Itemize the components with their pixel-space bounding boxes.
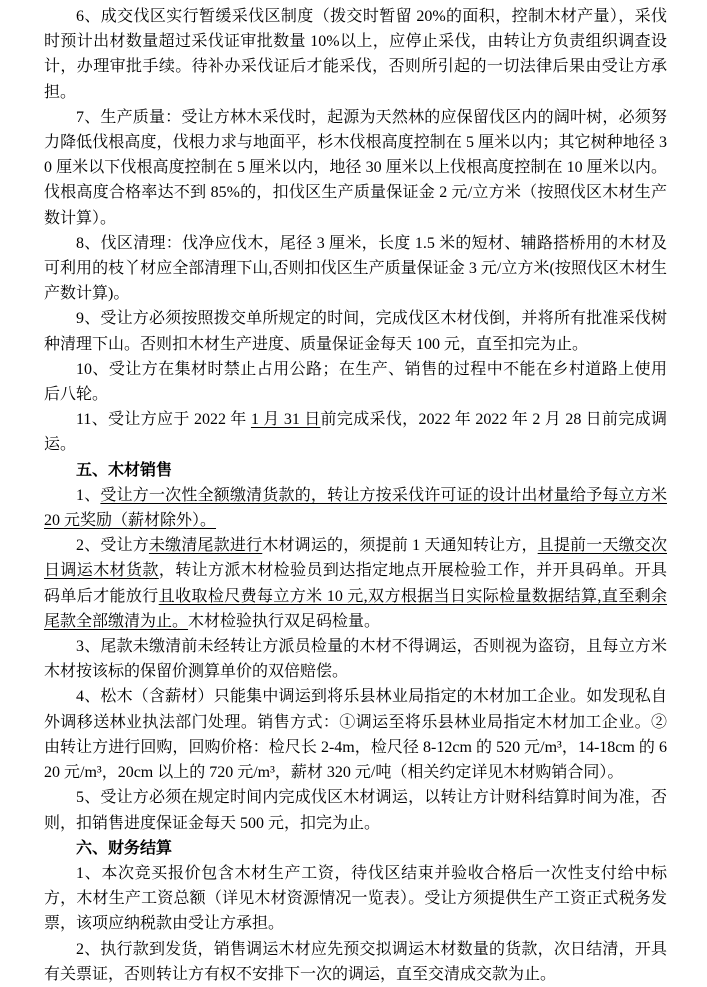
underlined-text-run: 1 月 31 日 — [250, 411, 321, 429]
text-run: 前完成采伐，2022 年 2022 年 2 月 28 日前完成调运。 — [44, 411, 667, 454]
text-run: 1、本次竞买报价包含木材生产工资，待伐区结束并验收合格后一次性支付给中标方，木材生产工资总额（详见木材资源情况一览表）。受让方须提供生产工资正式税务发票，该项应纳税款由受让方承担。 — [44, 864, 667, 933]
text-run: ，转让方派木材检验员到达指定地点开展检验工作，并开具码单。开具码单后才能放行 — [44, 562, 667, 605]
text-run: 五、木材销售 — [76, 461, 173, 479]
underlined-text-run: 且提前一天缴交次日调运木材货款 — [44, 537, 667, 580]
paragraph — [44, 4, 667, 105]
text-run: 8、伐区清理：伐净应伐木，尾径 3 厘米，长度 1.5 米的短材、辅路搭桥用的木材及可利用的枝丫材应全部清理下山,否则扣伐区生产质量保证金 3 元/立方米(按照伐区木材生产数计算)。 — [44, 234, 667, 303]
text-run: 木材检验执行双足码检量。 — [188, 612, 381, 630]
paragraph — [44, 105, 667, 231]
text-run: 7、生产质量：受让方林木采伐时，起源为天然林的应保留伐区内的阔叶树，必须努力降低伐根高度，伐根力求与地面平，杉木伐根高度控制在 5 厘米以内；其它树种地径 30 厘米以下伐根高度控制在 5 厘米以内，地径 30 厘米以上伐根高度控制在 10 厘米以内。伐根高度合格率达不到 85%的，扣伐区生产质量保证金 2 元/立方米（按照伐区木材生产数计算）。 — [44, 108, 667, 227]
paragraph — [44, 937, 667, 987]
text-run: 木材调运的，须提前 1 天通知转让方， — [262, 537, 538, 555]
paragraph — [44, 634, 667, 684]
document-body — [44, 4, 667, 987]
text-run: 2、受让方 — [76, 537, 149, 555]
text-run: 4、松木（含薪材）只能集中调运到将乐县林业局指定的木材加工企业。如发现私自外调移送林业执法部门处理。销售方式：①调运至将乐县林业局指定木材加工企业。②由转让方进行回购，回购价格：检尺长 2-4m，检尺径 8-12cm 的 520 元/m³，14-18cm 的 620 元/m³，20cm 以上的 720 元/m³，薪材 320 元/吨（相关约定详见木材购销合同）。 — [44, 688, 667, 782]
paragraph — [44, 483, 667, 533]
paragraph — [44, 533, 667, 634]
paragraph — [44, 684, 667, 785]
text-run: 2、执行款到发货，销售调运木材应先预交拟调运木材数量的货款，次日结清，开具有关票证，否则转让方有权不安排下一次的调运，直至交清成交款为止。 — [44, 940, 667, 983]
text-run: 10、受让方在集材时禁止占用公路；在生产、销售的过程中不能在乡村道路上使用后八轮。 — [44, 360, 667, 404]
text-run: 3、尾款未缴清前未经转让方派员检量的木材不得调运，否则视为盗窃，且每立方米木材按该标的保留价测算单价的双倍赔偿。 — [44, 638, 667, 681]
paragraph — [44, 357, 667, 407]
paragraph — [44, 306, 667, 356]
text-run: 9、受让方必须按照拨交单所规定的时间，完成伐区木材伐倒，并将所有批准采伐树种清理下山。否则扣木材生产进度、质量保证金每天 100 元，直至扣完为止。 — [44, 310, 667, 353]
text-run: 11、受让方应于 2022 年 — [76, 411, 251, 429]
text-run: 5、受让方必须在规定时间内完成伐区木材调运，以转让方计财科结算时间为准，否则，扣销售进度保证金每天 500 元，扣完为止。 — [44, 789, 667, 832]
paragraph — [44, 231, 667, 307]
underlined-text-run: 且收取检尺费每立方米 10 元,双方根据当日实际检量数据结算,直至剩余尾款全部缴清为止。 — [44, 587, 667, 630]
paragraph — [44, 407, 667, 457]
text-run: 6、成交伐区实行暂缓采伐区制度（拨交时暂留 20%的面积，控制木材产量），采伐时预计出材数量超过采伐证审批数量 10%以上，应停止采伐，由转让方负责组织调查设计，办理审批手续。待补办采伐证后才能采伐，否则所引起的一切法律后果由受让方承担。 — [44, 8, 667, 101]
section-heading — [44, 836, 667, 861]
underlined-text-run: 受让方一次性全额缴清货款的，转让方按采伐许可证的设计出材量给予每立方米 20 元奖励（薪材除外）。 — [44, 486, 667, 530]
underlined-text-run: 未缴清尾款进行 — [148, 537, 263, 555]
paragraph — [44, 861, 667, 937]
text-run: 1、 — [76, 486, 101, 504]
section-heading — [44, 458, 667, 483]
text-run: 六、财务结算 — [76, 839, 173, 857]
paragraph — [44, 785, 667, 835]
